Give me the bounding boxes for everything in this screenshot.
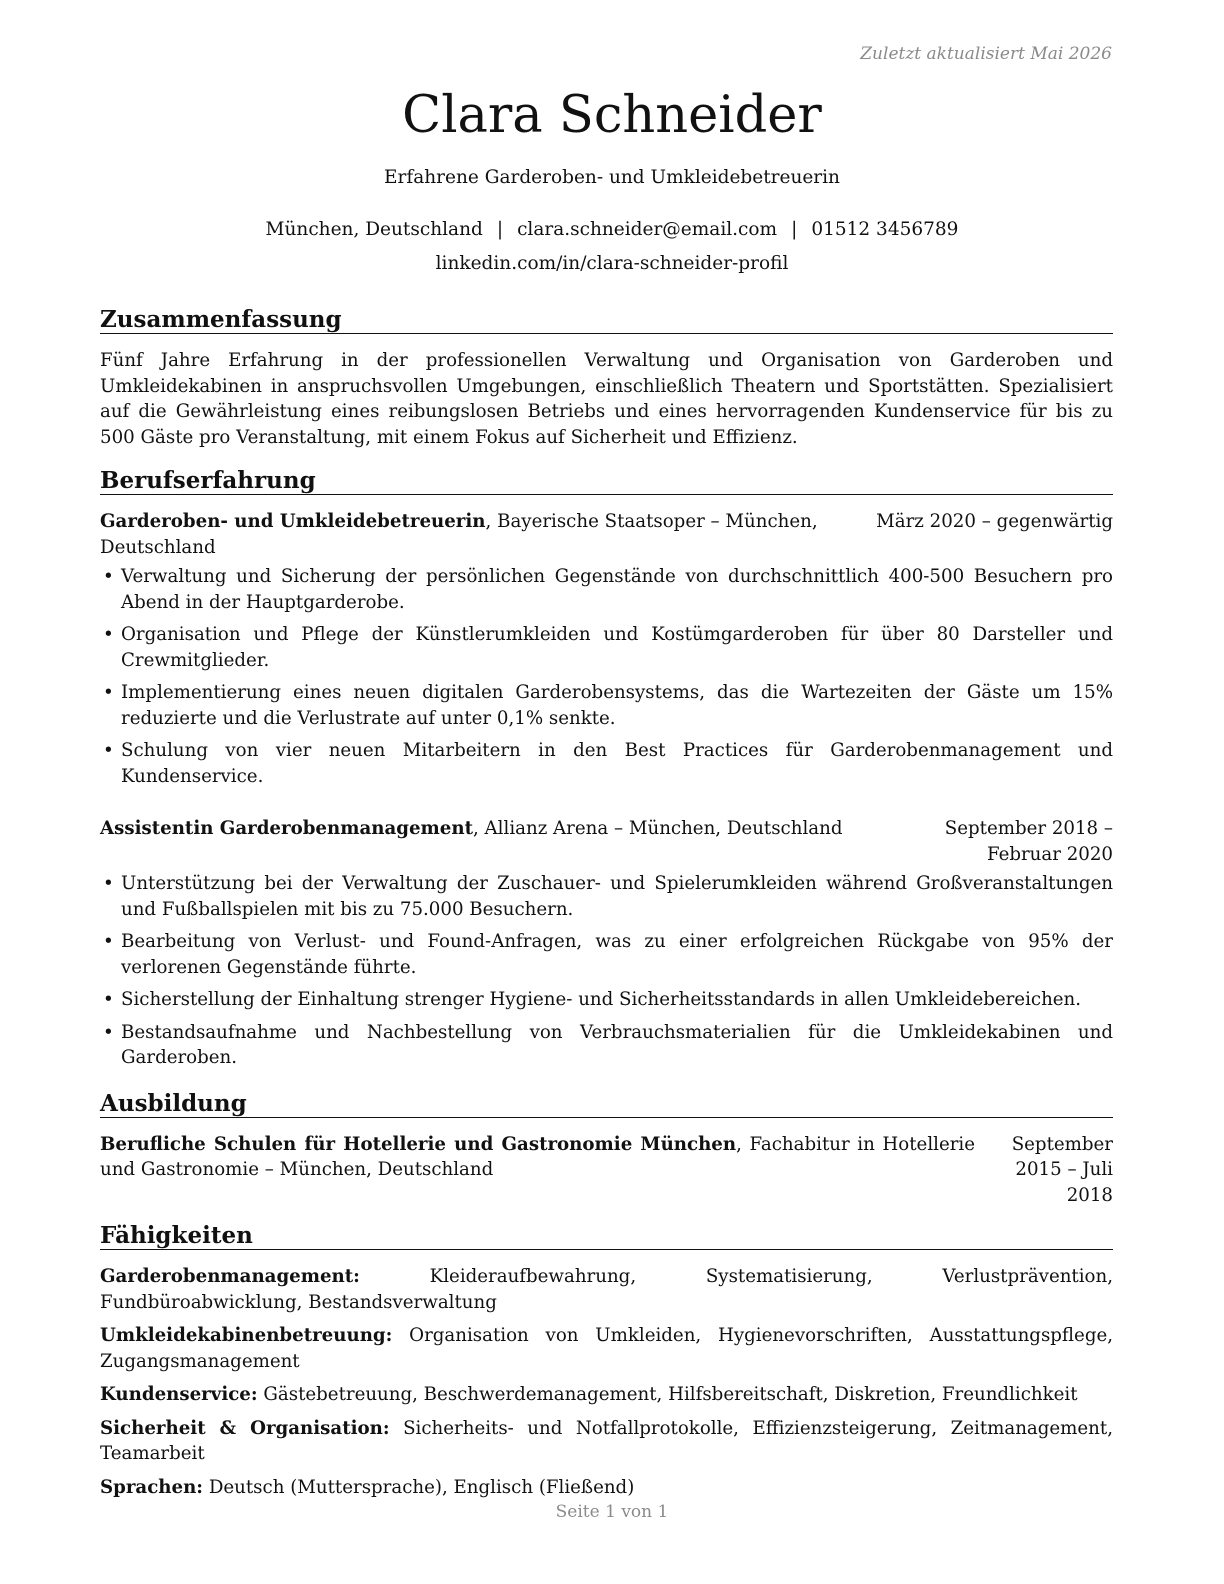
job-bullet: • Verwaltung und Sicherung der persönlichen Gegenstände von durchschnittlich 400-500 Besuchern pro Abend in der Hauptgarderobe.: [100, 564, 1113, 615]
skill-label: Kundenservice:: [100, 1384, 258, 1405]
job-title-line: [100, 816, 853, 842]
candidate-headline: Erfahrene Garderoben- und Umkleidebetreuerin: [384, 167, 840, 188]
section-title-education: Ausbildung: [100, 1090, 1113, 1118]
summary-text: Fünf Jahre Erfahrung in der professionellen Verwaltung und Organisation von Garderoben und Umkleidekabinen in anspruchsvollen Umgebungen, einschließlich Theatern und Sportstätten. Spezialisiert auf die Gewährleistung eines reibungslosen Betriebs und eines hervorragenden Kundenservice für bis zu 500 Gäste pro Veranstaltung, mit einem Fokus auf Sicherheit und Effizienz.: [100, 350, 1113, 448]
job-bullet: • Schulung von vier neuen Mitarbeitern in den Best Practices für Garderobenmanagement und Kundenservice.: [100, 738, 1113, 789]
skill-row: [100, 1475, 1113, 1501]
section-title-experience: Berufserfahrung: [100, 467, 1113, 495]
contact-linkedin[interactable]: linkedin.com/in/clara-schneider-profil: [435, 253, 789, 274]
job-place: , Bayerische Staatsoper – München, Deutschland: [100, 511, 818, 558]
job-bullets: [100, 871, 1113, 1071]
skills-list: [100, 1264, 1113, 1500]
job-bullet: • Unterstützung bei der Verwaltung der Zuschauer- und Spielerumkleiden während Großveranstaltungen und Fußballspielen mit bis zu 75.000 Besuchern.: [100, 871, 1113, 922]
contact-line: [0, 219, 1224, 240]
skill-label: Garderobenmanagement:: [100, 1266, 360, 1287]
job-role: Garderoben- und Umkleidebetreuerin: [100, 511, 486, 532]
skill-value: Sicherheits- und Notfallprotokolle, Effizienzsteigerung, Zeitmanagement, Teamarbeit: [100, 1417, 1113, 1464]
education-dates: September 2015 – Juli 2018: [1011, 1133, 1113, 1206]
skill-label: Sprachen:: [100, 1476, 204, 1498]
last-updated-note: Zuletzt aktualisiert Mai 2026: [860, 44, 1112, 64]
job-dates: März 2020 – gegenwärtig: [876, 511, 1113, 532]
skill-label: Umkleidekabinenbetreuung:: [100, 1325, 393, 1346]
job-bullet: • Sicherstellung der Einhaltung strenger Hygiene- und Sicherheitsstandards in allen Umkleidebereichen.: [100, 987, 1113, 1013]
job-entry: [100, 509, 1113, 789]
job-bullet: • Organisation und Pflege der Künstlerumkleiden und Kostümgarderoben für über 80 Darsteller und Crewmitglieder.: [100, 622, 1113, 673]
skill-row: [100, 1416, 1113, 1467]
skill-row: [100, 1264, 1113, 1315]
page-number: Seite 1 von 1: [555, 1502, 669, 1522]
skill-value: Organisation von Umkleiden, Hygienevorschriften, Ausstattungspflege, Zugangsmanagement: [100, 1325, 1113, 1372]
job-header: [100, 816, 1113, 867]
section-title-summary: Zusammenfassung: [100, 306, 1113, 334]
education-school: Berufliche Schulen für Hotellerie und Gastronomie München: [100, 1133, 737, 1155]
education-line: [100, 1132, 975, 1209]
skill-row: [100, 1382, 1113, 1408]
section-title-skills: Fähigkeiten: [100, 1222, 1113, 1250]
job-spacer: [100, 796, 1113, 816]
education-detail: , Fachabitur in Hotellerie und Gastronomie – München, Deutschland: [100, 1133, 975, 1180]
job-bullet: • Bestandsaufnahme und Nachbestellung von Verbrauchsmaterialien für die Umkleidekabinen und Garderoben.: [100, 1020, 1113, 1071]
skill-label: Sicherheit & Organisation:: [100, 1417, 390, 1439]
contact-separator: |: [791, 219, 798, 240]
skill-value: Gästebetreuung, Beschwerdemanagement, Hilfsbereitschaft, Diskretion, Freundlichkeit: [257, 1384, 1078, 1405]
job-bullet: • Bearbeitung von Verlust- und Found-Anfragen, was zu einer erfolgreichen Rückgabe von 95% der verlorenen Gegenstände führte.: [100, 929, 1113, 980]
contact-separator: |: [496, 219, 504, 240]
job-bullets: [100, 564, 1113, 789]
job-title-line: [100, 509, 856, 560]
job-place: , Allianz Arena – München, Deutschland: [472, 818, 843, 839]
resume-body: [100, 306, 1113, 1508]
skill-value: Deutsch (Muttersprache), Englisch (Fließend): [203, 1476, 635, 1498]
contact-phone[interactable]: 01512 3456789: [811, 219, 959, 240]
education-entry: [100, 1132, 1113, 1209]
skill-row: [100, 1323, 1113, 1374]
job-entry: [100, 816, 1113, 1071]
candidate-name: Clara Schneider: [402, 86, 822, 145]
job-dates: September 2018 – Februar 2020: [944, 818, 1113, 865]
skill-value: Kleideraufbewahrung, Systematisierung, Verlustprävention, Fundbüroabwicklung, Bestandsverwaltung: [100, 1266, 1113, 1313]
job-role: Assistentin Garderobenmanagement: [100, 818, 473, 839]
job-bullet: • Implementierung eines neuen digitalen Garderobensystems, das die Wartezeiten der Gäste um 15% reduzierte und die Verlustrate auf unter 0,1% senkte.: [100, 680, 1113, 731]
job-header: [100, 509, 1113, 560]
contact-email[interactable]: clara.schneider@email.com: [517, 219, 778, 240]
contact-location: München, Deutschland: [265, 219, 483, 240]
